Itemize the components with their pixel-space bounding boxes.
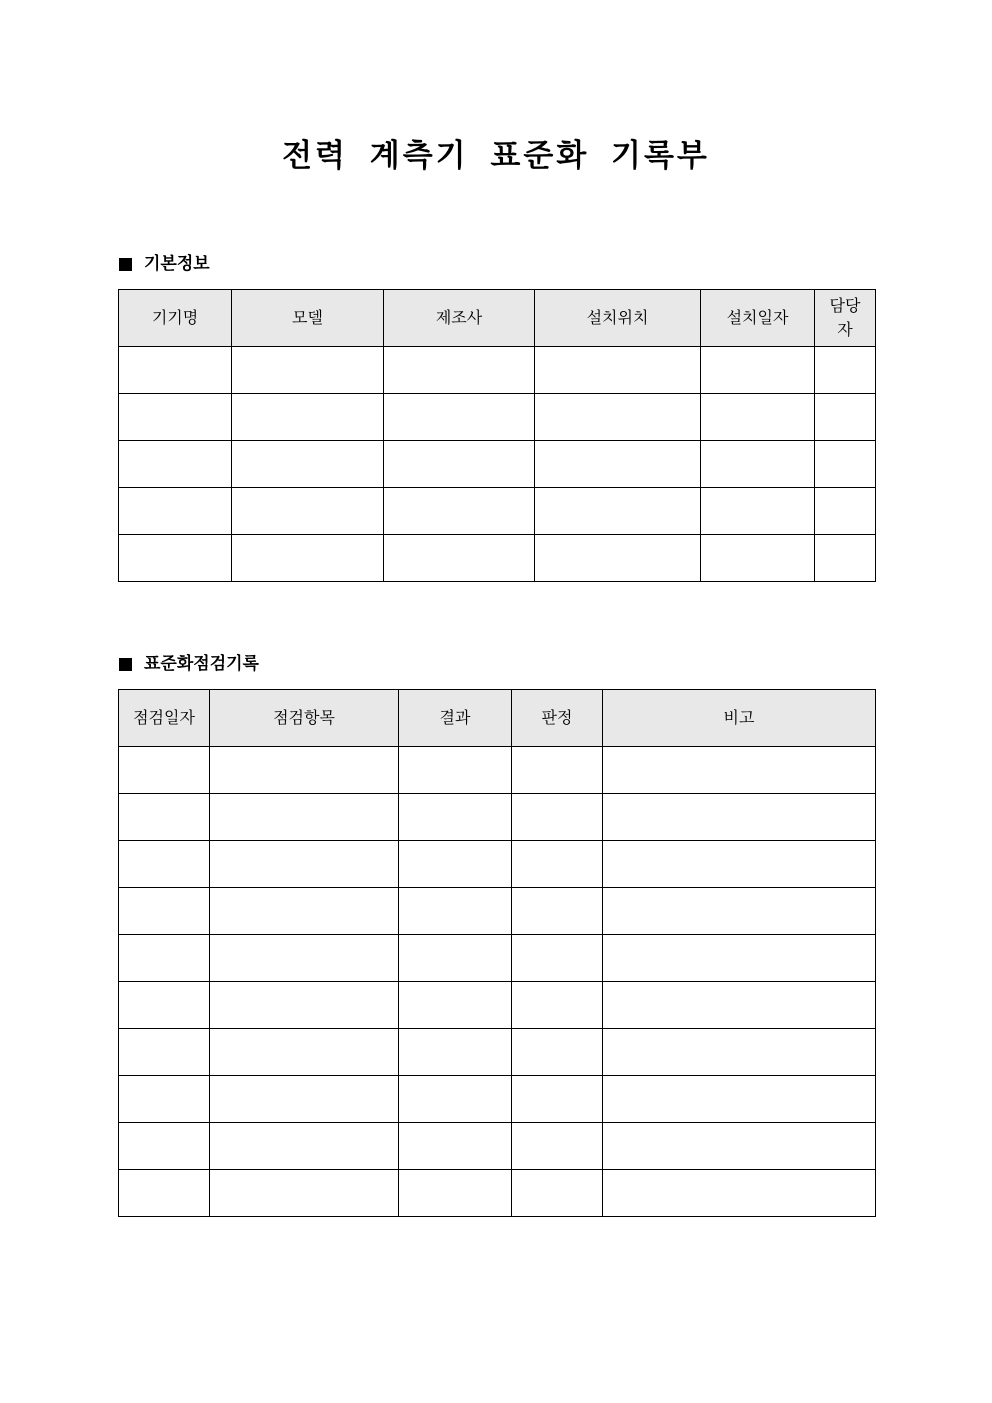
table-cell[interactable] [210,935,399,982]
column-header-install-date: 설치일자 [701,290,815,347]
table-cell[interactable] [232,347,384,394]
table-cell[interactable] [119,982,210,1029]
table-cell[interactable] [701,347,815,394]
table-cell[interactable] [535,347,701,394]
table-cell[interactable] [512,935,603,982]
table-cell[interactable] [512,747,603,794]
table-cell[interactable] [399,747,512,794]
table-cell[interactable] [603,794,876,841]
table-cell[interactable] [119,841,210,888]
table-cell[interactable] [399,1076,512,1123]
table-cell[interactable] [232,488,384,535]
table-cell[interactable] [119,1170,210,1217]
table-row [119,935,876,982]
table-cell[interactable] [603,1170,876,1217]
table-cell[interactable] [384,441,535,488]
table-cell[interactable] [815,535,876,582]
table-cell[interactable] [232,535,384,582]
table-cell[interactable] [603,935,876,982]
table-row [119,841,876,888]
table-cell[interactable] [399,982,512,1029]
table-cell[interactable] [701,488,815,535]
table-cell[interactable] [119,1076,210,1123]
column-header-install-location: 설치위치 [535,290,701,347]
table-cell[interactable] [210,747,399,794]
column-header-device-name: 기기명 [119,290,232,347]
table-cell[interactable] [512,794,603,841]
inspection-table [118,689,876,1217]
table-cell[interactable] [119,747,210,794]
table-row [119,1076,876,1123]
table-cell[interactable] [701,394,815,441]
table-row [119,888,876,935]
table-cell[interactable] [603,982,876,1029]
square-bullet-icon [119,658,132,671]
table-cell[interactable] [399,841,512,888]
column-header-model: 모델 [232,290,384,347]
table-cell[interactable] [119,441,232,488]
table-cell[interactable] [119,394,232,441]
table-cell[interactable] [512,888,603,935]
table-row [119,794,876,841]
table-cell[interactable] [512,841,603,888]
table-cell[interactable] [210,1076,399,1123]
table-cell[interactable] [384,535,535,582]
table-cell[interactable] [384,394,535,441]
table-cell[interactable] [815,347,876,394]
table-cell[interactable] [535,394,701,441]
basic-info-table [118,289,876,582]
inspection-heading [119,652,259,676]
basic-info-heading [119,252,210,276]
table-cell[interactable] [512,982,603,1029]
table-cell[interactable] [399,794,512,841]
table-row [119,488,876,535]
table-cell[interactable] [210,841,399,888]
table-cell[interactable] [603,1029,876,1076]
table-cell[interactable] [119,488,232,535]
table-cell[interactable] [399,935,512,982]
column-header-remarks: 비고 [603,690,876,747]
table-cell[interactable] [512,1029,603,1076]
table-cell[interactable] [815,394,876,441]
table-cell[interactable] [399,1123,512,1170]
column-header-inspection-date: 점검일자 [119,690,210,747]
table-cell[interactable] [701,441,815,488]
table-row [119,982,876,1029]
table-cell[interactable] [384,488,535,535]
basic-info-heading-label: 기본정보 [144,254,210,274]
table-cell[interactable] [399,1170,512,1217]
table-cell[interactable] [603,747,876,794]
table-cell[interactable] [119,535,232,582]
table-cell[interactable] [815,488,876,535]
table-row [119,441,876,488]
table-cell[interactable] [119,1029,210,1076]
inspection-header-row [119,690,876,747]
table-cell[interactable] [399,888,512,935]
table-cell[interactable] [119,935,210,982]
table-cell[interactable] [232,441,384,488]
table-row [119,535,876,582]
column-header-judgment: 판정 [512,690,603,747]
table-row [119,394,876,441]
table-cell[interactable] [384,347,535,394]
table-cell[interactable] [603,1076,876,1123]
table-row [119,747,876,794]
column-header-person-in-charge: 담당자 [815,290,876,347]
table-cell[interactable] [512,1123,603,1170]
table-row [119,1123,876,1170]
column-header-manufacturer: 제조사 [384,290,535,347]
table-cell[interactable] [210,794,399,841]
table-cell[interactable] [119,1123,210,1170]
table-cell[interactable] [535,535,701,582]
table-cell[interactable] [210,1170,399,1217]
table-cell[interactable] [210,1029,399,1076]
table-cell[interactable] [512,1076,603,1123]
table-cell[interactable] [701,535,815,582]
table-cell[interactable] [119,347,232,394]
table-cell[interactable] [232,394,384,441]
document-title: 전력 계측기 표준화 기록부 [282,138,710,174]
table-cell[interactable] [603,841,876,888]
table-row [119,1029,876,1076]
table-cell[interactable] [119,794,210,841]
column-header-result: 결과 [399,690,512,747]
table-row [119,347,876,394]
table-cell[interactable] [603,1123,876,1170]
inspection-heading-label: 표준화점검기록 [144,654,259,674]
basic-info-header-row [119,290,876,347]
table-cell[interactable] [535,488,701,535]
table-cell[interactable] [119,888,210,935]
table-cell[interactable] [210,982,399,1029]
column-header-inspection-item: 점검항목 [210,690,399,747]
table-cell[interactable] [210,1123,399,1170]
table-cell[interactable] [815,441,876,488]
table-cell[interactable] [399,1029,512,1076]
square-bullet-icon [119,258,132,271]
table-cell[interactable] [603,888,876,935]
table-cell[interactable] [535,441,701,488]
table-cell[interactable] [512,1170,603,1217]
table-row [119,1170,876,1217]
table-cell[interactable] [210,888,399,935]
